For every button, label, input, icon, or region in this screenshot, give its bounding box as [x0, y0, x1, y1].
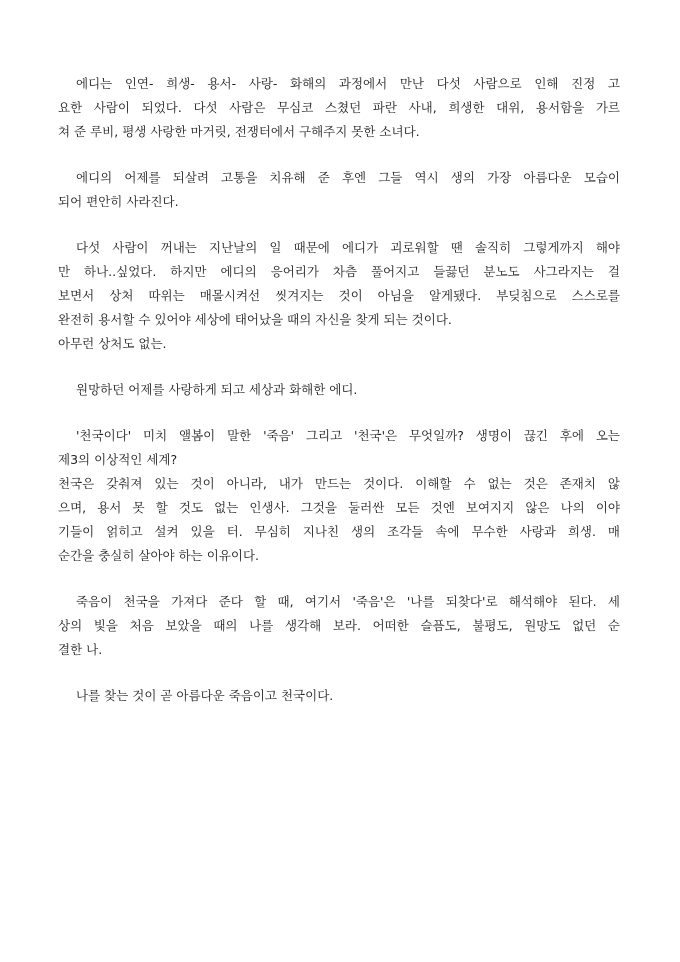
text-line: 에디는 인연- 희생- 용서- 사랑- 화해의 과정에서 만난 다섯 사람으로 인해 진정 고	[76, 76, 620, 91]
text-line: 순간을 충실히 살아야 하는 이유이다.	[58, 548, 259, 563]
text-line: 보면서 상처 따위는 매몰시켜선 씻겨지는 것이 아님을 알게됐다. 부딪침으로 스스로를	[58, 288, 620, 303]
text-line: 천국은 갖춰져 있는 것이 아니라, 내가 만드는 것이다. 이해할 수 없는 것은 존재치 않	[58, 476, 620, 491]
document-body	[58, 72, 620, 730]
text-line: 죽음이 천국을 가져다 준다 할 때, 여기서 '죽음'은 '나를 되찾다'로 해석해야 된다. 세	[76, 594, 620, 609]
paragraph-6	[58, 590, 620, 662]
text-line: 상의 빛을 처음 보았을 때의 나를 생각해 보라. 어떠한 슬픔도, 불평도, 원망도 없던 순	[58, 618, 620, 633]
paragraph-4	[58, 378, 620, 402]
paragraph-3	[58, 236, 620, 356]
text-line: 에디의 어제를 되살려 고통을 치유해 준 후엔 그들 역시 생의 가장 아름다운 모습이	[76, 170, 620, 185]
paragraph-5	[58, 424, 620, 568]
text-line: 되어 편안히 사라진다.	[58, 194, 179, 209]
text-line: 만 하나..싶었다. 하지만 에디의 응어리가 차츰 풀어지고 들끓던 분노도 사그라지는 걸	[58, 264, 620, 279]
text-line: 나를 찾는 것이 곧 아름다운 죽음이고 천국이다.	[76, 688, 334, 703]
paragraph-1	[58, 72, 620, 144]
text-line: '천국이다' 미치 앨봄이 말한 '죽음' 그리고 '천국'은 무엇일까? 생명이 끊긴 후에 오는	[76, 428, 620, 443]
text-line: 아무런 상처도 없는.	[58, 336, 167, 351]
text-line: 기들이 얽히고 설켜 있을 터. 무심히 지나친 생의 조각들 속에 무수한 사랑과 희생. 매	[58, 524, 620, 539]
text-line: 완전히 용서할 수 있어야 세상에 태어났을 때의 자신을 찾게 되는 것이다.	[58, 312, 452, 327]
text-line: 다섯 사람이 꺼내는 지난날의 일 때문에 에디가 괴로워할 땐 솔직히 그렇게까지 해야	[76, 240, 620, 255]
text-line: 제3의 이상적인 세계?	[58, 452, 178, 467]
text-line: 원망하던 어제를 사랑하게 되고 세상과 화해한 에디.	[76, 382, 358, 397]
text-line: 요한 사람이 되었다. 다섯 사람은 무심코 스쳤던 파란 사내, 희생한 대위, 용서함을 가르	[58, 100, 620, 115]
paragraph-7	[58, 684, 620, 708]
text-line: 으며, 용서 못 할 것도 없는 인생사. 그것을 둘러싼 모든 것엔 보여지지 않은 나의 이야	[58, 500, 620, 515]
text-line: 쳐 준 루비, 평생 사랑한 마거릿, 전쟁터에서 구해주지 못한 소녀다.	[58, 124, 420, 139]
text-line: 결한 나.	[58, 642, 103, 657]
paragraph-2	[58, 166, 620, 214]
